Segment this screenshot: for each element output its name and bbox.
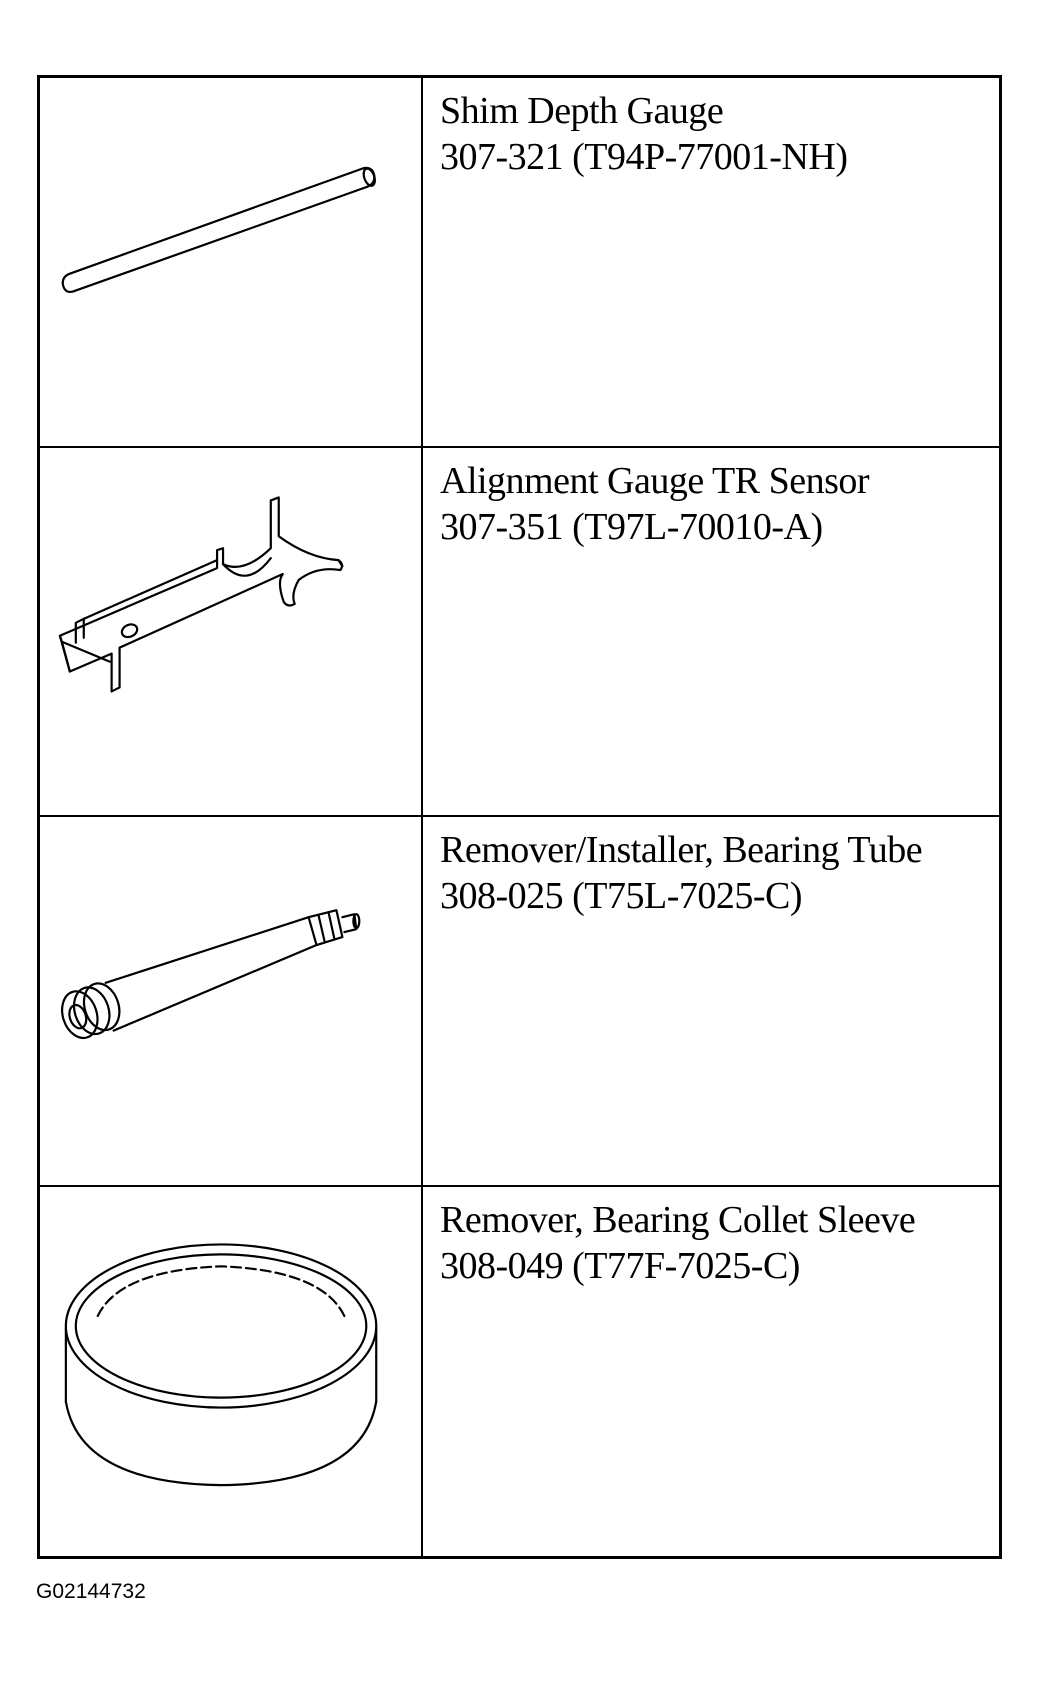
tool-table: [37, 75, 1002, 1559]
tool-row: [40, 448, 999, 818]
tool-illustration-cell: [40, 1187, 423, 1557]
tool-description: [423, 448, 999, 816]
tool-part-number: 307-321 (T94P-77001-NH): [440, 136, 848, 178]
tool-name: Remover/Installer, Bearing Tube: [440, 829, 923, 871]
tube-tool-icon: [40, 817, 421, 1185]
tool-description: [423, 817, 999, 1185]
tool-row: [40, 78, 999, 448]
ring-sleeve-icon: [40, 1187, 421, 1557]
figure-id: G02144732: [36, 1580, 146, 1603]
tool-name: Remover, Bearing Collet Sleeve: [440, 1198, 916, 1241]
tool-name: Shim Depth Gauge: [440, 90, 724, 132]
tool-description: [423, 78, 999, 446]
tool-illustration-cell: [40, 817, 423, 1185]
bracket-tool-icon: [40, 448, 421, 816]
tool-description: [423, 1187, 999, 1557]
tool-illustration-cell: [40, 448, 423, 816]
tool-part-number: 307-351 (T97L-70010-A): [440, 505, 823, 548]
tool-illustration-cell: [40, 78, 423, 446]
tool-row: [40, 817, 999, 1187]
tool-part-number: 308-049 (T77F-7025-C): [440, 1244, 800, 1287]
rod-tool-icon: [40, 78, 421, 446]
tool-name: Alignment Gauge TR Sensor: [440, 459, 870, 502]
tool-part-number: 308-025 (T75L-7025-C): [440, 875, 803, 917]
tool-row: [40, 1187, 999, 1557]
